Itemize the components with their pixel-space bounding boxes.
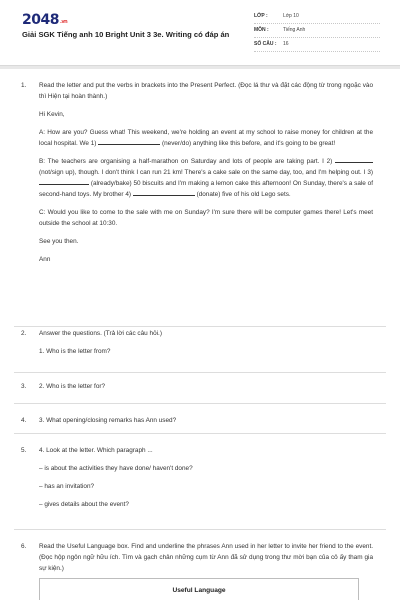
- logo-suffix: .vn: [59, 19, 68, 25]
- question-number: 5.: [21, 447, 27, 454]
- question-2: [14, 327, 386, 373]
- answer-blank-4[interactable]: [133, 189, 195, 196]
- text-span: (not/sign up), though. I don't think I can run 21 km! There's a cake sale on the same day, too, and I'm helping out. I 3): [39, 169, 373, 176]
- meta-key: MÔN :: [254, 27, 269, 33]
- question-instruction: Read the Useful Language box. Find and underline the phrases Ann used in her letter to invite her friend to the event. (Đọc hộp ngôn ngữ hữu ích. Tìm và gạch chân những cụm từ Ann đã sử dụng trong thư mời bạn của cô ấy tham gia sự kiện.): [39, 543, 373, 572]
- question-text: 1. Who is the letter from?: [39, 348, 111, 355]
- letter-signature: Ann: [39, 256, 51, 263]
- header-divider: [0, 65, 400, 69]
- text-span: B: The teachers are organising a half-marathon on Saturday and lots of people are taking part. I 2): [39, 158, 333, 165]
- meta-key: SỐ CÂU :: [254, 41, 277, 47]
- question-number: 1.: [21, 82, 27, 89]
- letter-paragraph-c: C: Would you like to come to the sale with me on Sunday? I'm sure there will be computer games there! Let's meet outside the school at 10:30.: [39, 209, 373, 227]
- text-span: (already/bake) 50 biscuits and I'm making a lemon cake this afternoon! On Sunday, there's a sale of second-hand toys. My brother 4): [39, 180, 374, 198]
- document-title: Giải SGK Tiếng anh 10 Bright Unit 3 3e. Writing có đáp án: [22, 30, 230, 39]
- letter-paragraph-a: [39, 127, 373, 149]
- question-body: [39, 381, 373, 392]
- meta-key: LỚP :: [254, 13, 268, 19]
- letter-closing: See you then.: [39, 238, 79, 245]
- page-header: [0, 0, 400, 64]
- logo-text: 2048: [22, 12, 59, 28]
- answer-blank-1[interactable]: [98, 138, 160, 145]
- useful-language-title: Useful Language: [172, 587, 226, 594]
- question-body: [39, 541, 373, 574]
- site-logo[interactable]: [22, 12, 67, 28]
- question-body: [39, 445, 373, 510]
- question-number: 6.: [21, 543, 27, 550]
- answer-blank-3[interactable]: [39, 178, 89, 185]
- meta-value: Tiếng Anh: [283, 27, 306, 33]
- question-body: [39, 415, 373, 426]
- question-text: 3. What opening/closing remarks has Ann used?: [39, 417, 177, 424]
- text-span: (donate) five of his old Lego sets.: [196, 191, 291, 198]
- question-body: [39, 80, 373, 265]
- text-span: A: How are you? Guess what! This weekend, we're holding an event at my school to raise money for children at the local hospital. We 1): [39, 129, 373, 147]
- question-number: 3.: [21, 383, 27, 390]
- question-5: [14, 434, 386, 530]
- question-1: [14, 70, 386, 327]
- meta-value: 16: [283, 41, 289, 47]
- meta-row-class: [254, 10, 380, 24]
- question-3: [14, 373, 386, 404]
- text-span: (never/do) anything like this before, and it's going to be great!: [162, 140, 336, 147]
- question-instruction: Read the letter and put the verbs in brackets into the Present Perfect. (Đọc lá thư và đặt các động từ trong ngoặc vào thì Hiện tại hoàn thành.): [39, 82, 373, 100]
- question-body: [39, 328, 373, 357]
- list-item: – is about the activities they have done/ haven't done?: [39, 465, 193, 472]
- answer-blank-2[interactable]: [335, 156, 373, 163]
- question-number: 4.: [21, 417, 27, 424]
- meta-row-count: [254, 38, 380, 52]
- useful-language-box: [39, 578, 359, 600]
- question-4: [14, 404, 386, 434]
- question-text: 4. Look at the letter. Which paragraph ...: [39, 447, 153, 454]
- meta-row-subject: [254, 24, 380, 38]
- letter-greeting: Hi Kevin,: [39, 111, 65, 118]
- list-item: – gives details about the event?: [39, 501, 129, 508]
- question-text: 2. Who is the letter for?: [39, 383, 106, 390]
- question-instruction: Answer the questions. (Trả lời các câu hỏi.): [39, 330, 162, 337]
- list-item: – has an invitation?: [39, 483, 95, 490]
- meta-value: Lớp 10: [283, 13, 299, 19]
- letter-paragraph-b: [39, 156, 373, 200]
- question-number: 2.: [21, 330, 27, 337]
